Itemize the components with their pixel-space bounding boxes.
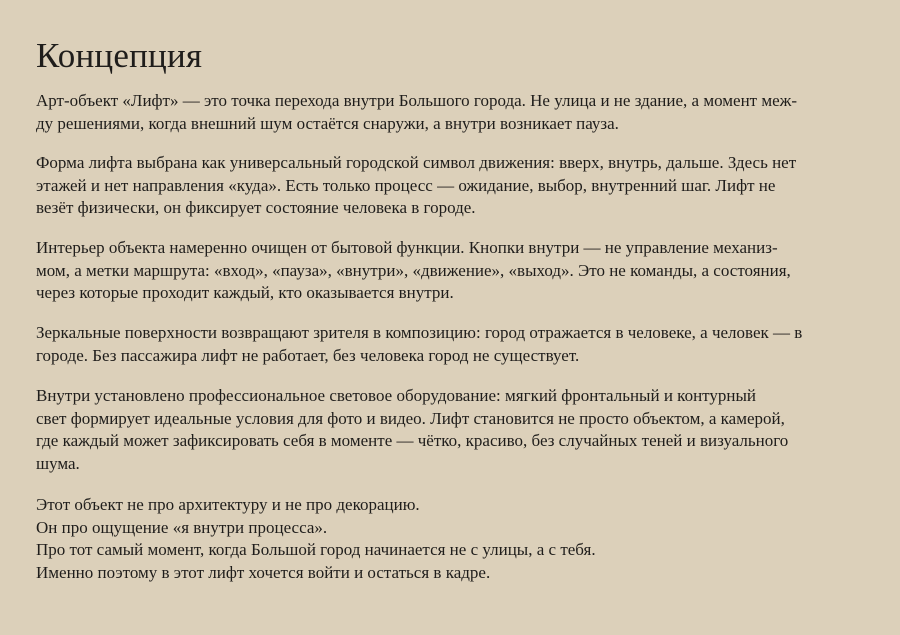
paragraph-mirrors (36, 322, 802, 367)
text-line: Внутри установлено профессиональное световое оборудование: мягкий фронтальный и контурный (36, 386, 756, 405)
text-line: Форма лифта выбрана как универсальный городской символ движения: вверх, внутрь, дальше. Здесь нет (36, 153, 797, 172)
text-line: Он про ощущение «я внутри процесса». (36, 517, 328, 537)
text-line: этажей и нет направления «куда». Есть только процесс — ожидание, выбор, внутренний шаг. Лифт не (36, 175, 776, 195)
text-line: свет формирует идеальные условия для фото и видео. Лифт становится не просто объектом, а камерой, (36, 408, 785, 428)
text-line: ду решениями, когда внешний шум остаётся снаружи, а внутри возникает пауза. (36, 113, 619, 133)
page-title: Концепция (36, 36, 203, 75)
text-line: Именно поэтому в этот лифт хочется войти и остаться в кадре. (36, 562, 491, 582)
text-line: везёт физически, он фиксирует состояние человека в городе. (36, 198, 476, 217)
text-line: мом, а метки маршрута: «вход», «пауза», «внутри», «движение», «выход». Это не команды, а состояния, (36, 260, 791, 280)
paragraph-interior (36, 237, 791, 305)
paragraph-closing (36, 494, 596, 584)
text-line: Интерьер объекта намеренно очищен от бытовой функции. Кнопки внутри — не управление механиз- (36, 238, 778, 257)
paragraph-intro (36, 90, 797, 135)
text-line: шума. (36, 453, 80, 473)
text-line: Зеркальные поверхности возвращают зрителя в композицию: город отражается в человеке, а человек — в (36, 323, 803, 342)
text-line: Арт-объект «Лифт» — это точка перехода внутри Большого города. Не улица и не здание, а момент меж- (36, 91, 798, 110)
text-line: Про тот самый момент, когда Большой город начинается не с улицы, а с тебя. (36, 540, 596, 559)
paragraph-lighting (36, 385, 788, 475)
paragraph-form (36, 152, 796, 220)
text-line: Этот объект не про архитектуру и не про декорацию. (36, 495, 420, 514)
text-line: через которые проходит каждый, кто оказывается внутри. (36, 283, 454, 302)
text-line: городе. Без пассажира лифт не работает, без человека город не существует. (36, 345, 580, 365)
text-line: где каждый может зафиксировать себя в моменте — чётко, красиво, без случайных теней и визуального (36, 431, 789, 450)
